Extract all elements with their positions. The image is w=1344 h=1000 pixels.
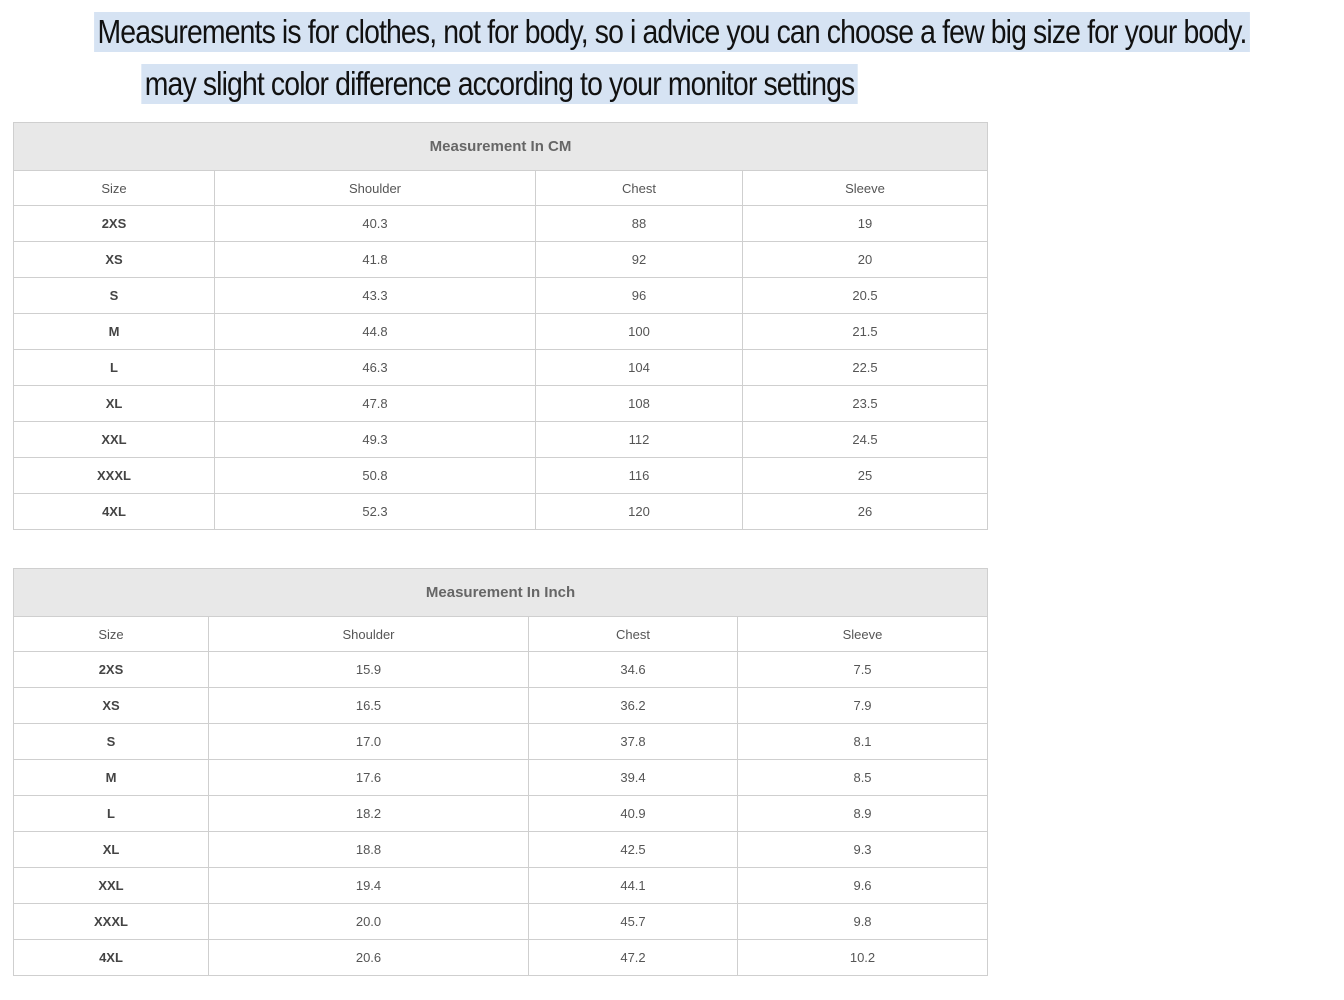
table-row: [14, 904, 988, 940]
table-row: [14, 760, 988, 796]
measurement-cell: 44.8: [215, 314, 536, 350]
measurement-cell: 40.3: [215, 206, 536, 242]
size-cell: XL: [14, 386, 215, 422]
size-cell: 2XS: [14, 206, 215, 242]
table-title: Measurement In CM: [14, 123, 988, 171]
table-row: [14, 724, 988, 760]
table-row: [14, 206, 988, 242]
measurement-cell: 7.9: [738, 688, 988, 724]
measurement-cell: 18.8: [209, 832, 529, 868]
table-row: [14, 386, 988, 422]
table-row: [14, 688, 988, 724]
size-cell: S: [14, 278, 215, 314]
size-cell: S: [14, 724, 209, 760]
measurement-cell: 19: [743, 206, 988, 242]
measurement-cell: 20.0: [209, 904, 529, 940]
table-row: [14, 494, 988, 530]
measurement-cell: 9.3: [738, 832, 988, 868]
color-notice-line-2: [0, 64, 1000, 104]
measurement-cell: 52.3: [215, 494, 536, 530]
measurement-cell: 47.8: [215, 386, 536, 422]
measurement-cell: 108: [536, 386, 743, 422]
color-notice-text-2: may slight color difference according to your monitor settings: [142, 64, 859, 104]
measurement-cell: 25: [743, 458, 988, 494]
measurement-cell: 43.3: [215, 278, 536, 314]
measurement-cell: 34.6: [529, 652, 738, 688]
table-row: [14, 868, 988, 904]
measurement-cell: 120: [536, 494, 743, 530]
measurement-cell: 8.5: [738, 760, 988, 796]
column-header: Size: [14, 617, 209, 652]
measurement-cell: 17.6: [209, 760, 529, 796]
measurement-cell: 16.5: [209, 688, 529, 724]
size-notice-text-1: Measurements is for clothes, not for body, so i advice you can choose a few big size for your body.: [94, 12, 1250, 52]
measurement-cell: 9.6: [738, 868, 988, 904]
size-cell: 2XS: [14, 652, 209, 688]
size-cell: XS: [14, 688, 209, 724]
table-row: [14, 314, 988, 350]
measurement-cell: 24.5: [743, 422, 988, 458]
measurement-cell: 17.0: [209, 724, 529, 760]
measurement-cell: 10.2: [738, 940, 988, 976]
table-row: [14, 422, 988, 458]
column-header: Shoulder: [215, 171, 536, 206]
size-cell: 4XL: [14, 940, 209, 976]
measurement-cell: 21.5: [743, 314, 988, 350]
size-notice-line-1: [0, 12, 1247, 52]
measurement-cell: 47.2: [529, 940, 738, 976]
measurement-cell: 20: [743, 242, 988, 278]
measurement-cell: 92: [536, 242, 743, 278]
table-row: [14, 242, 988, 278]
table-row: [14, 796, 988, 832]
size-cell: L: [14, 796, 209, 832]
size-cell: M: [14, 760, 209, 796]
measurement-cell: 46.3: [215, 350, 536, 386]
measurement-cell: 49.3: [215, 422, 536, 458]
measurement-cell: 116: [536, 458, 743, 494]
measurement-inch-table: [13, 568, 988, 976]
table-row: [14, 278, 988, 314]
measurement-cell: 7.5: [738, 652, 988, 688]
size-cell: XXL: [14, 868, 209, 904]
table-row: [14, 458, 988, 494]
size-cell: XXXL: [14, 904, 209, 940]
measurement-cell: 8.1: [738, 724, 988, 760]
table-header-row: [14, 171, 988, 206]
measurement-cell: 88: [536, 206, 743, 242]
column-header: Shoulder: [209, 617, 529, 652]
measurement-cell: 112: [536, 422, 743, 458]
size-cell: L: [14, 350, 215, 386]
measurement-cell: 44.1: [529, 868, 738, 904]
measurement-cell: 41.8: [215, 242, 536, 278]
column-header: Sleeve: [738, 617, 988, 652]
size-cell: M: [14, 314, 215, 350]
size-cell: XXXL: [14, 458, 215, 494]
measurement-cell: 100: [536, 314, 743, 350]
size-cell: 4XL: [14, 494, 215, 530]
table-row: [14, 652, 988, 688]
column-header: Sleeve: [743, 171, 988, 206]
table-header-row: [14, 617, 988, 652]
measurement-cell: 18.2: [209, 796, 529, 832]
measurement-cell: 15.9: [209, 652, 529, 688]
size-cell: XS: [14, 242, 215, 278]
measurement-cell: 39.4: [529, 760, 738, 796]
size-cell: XXL: [14, 422, 215, 458]
measurement-cm-table: [13, 122, 988, 530]
measurement-cell: 37.8: [529, 724, 738, 760]
measurement-cell: 22.5: [743, 350, 988, 386]
measurement-cell: 20.5: [743, 278, 988, 314]
table-title: Measurement In Inch: [14, 569, 988, 617]
table-row: [14, 832, 988, 868]
measurement-cell: 42.5: [529, 832, 738, 868]
measurement-cell: 50.8: [215, 458, 536, 494]
measurement-cell: 9.8: [738, 904, 988, 940]
measurement-cell: 36.2: [529, 688, 738, 724]
column-header: Chest: [536, 171, 743, 206]
measurement-cell: 96: [536, 278, 743, 314]
measurement-cell: 23.5: [743, 386, 988, 422]
measurement-cell: 8.9: [738, 796, 988, 832]
measurement-cell: 19.4: [209, 868, 529, 904]
table-row: [14, 350, 988, 386]
column-header: Size: [14, 171, 215, 206]
table-row: [14, 940, 988, 976]
measurement-cell: 104: [536, 350, 743, 386]
column-header: Chest: [529, 617, 738, 652]
measurement-cell: 45.7: [529, 904, 738, 940]
measurement-cell: 26: [743, 494, 988, 530]
measurement-cell: 20.6: [209, 940, 529, 976]
measurement-cell: 40.9: [529, 796, 738, 832]
size-cell: XL: [14, 832, 209, 868]
